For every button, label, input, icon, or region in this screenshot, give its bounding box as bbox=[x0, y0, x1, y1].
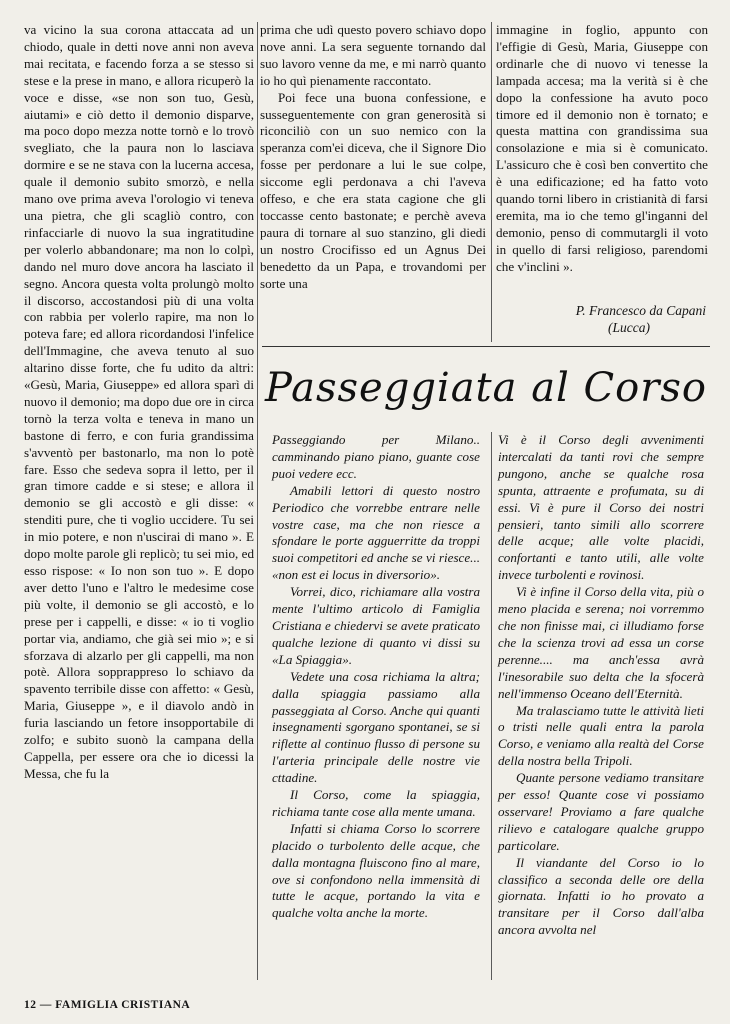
story-column-3 bbox=[496, 22, 708, 276]
author-location: (Lucca) bbox=[608, 320, 650, 335]
paragraph: prima che udì questo povero schiavo dopo nove anni. La sera seguente tornando dal suo lavoro venne da me, e mi narrò quanto io ho quì pienamente raccontato. bbox=[260, 22, 486, 88]
article-column-2 bbox=[498, 432, 704, 939]
column-divider bbox=[257, 22, 258, 980]
paragraph: Vi è infine il Corso della vita, più o meno placida e serena; noi vorremmo che non finisse mai, ci illudiamo forse che la scienza trovi ad essa un corse perenne.... ma anch'essa avrà l'inesorabile suo delta che la sfocerà nell'immenso Oceano dell'Eternità. bbox=[498, 584, 704, 701]
story-column-1 bbox=[24, 22, 254, 783]
paragraph: Amabili lettori di questo nostro Periodico che vorrebbe entrare nelle vostre case, ma che non riesce a sfondare le porte agguerritte da troppi suoi competitori ed anche se vi riesce... «non est ei locus in diversorio». bbox=[272, 482, 480, 583]
paragraph: Ma tralasciamo tutte le attività lieti o tristi nelle quali entra la parola Corso, e veniamo alla realtà del Corse della nostra bella Tripoli. bbox=[498, 702, 704, 769]
column-divider bbox=[491, 432, 492, 980]
column-divider bbox=[491, 22, 492, 342]
article-headline: Passeggiata al Corso bbox=[265, 365, 707, 411]
paragraph: Passeggiando per Milano.. camminando piano piano, guante cose puoi vedere ecc. bbox=[272, 432, 480, 481]
paragraph: Il Corso, come la spiaggia, richiama tante cose alla mente umana. bbox=[272, 787, 480, 819]
paragraph: va vicino la sua corona attaccata ad un chiodo, quale in detti nove anni non aveva mai recitata, e facendo forza a se stesso si stese e la prese in mano, e allora ricuperò la voce e disse, «se non son tuo, Gesù, aiutami» e ciò detto il demonio disparve, ma poco dopo mezza notte tornò e lo trovò svegliato, che la paura non lo lasciava dormire e se ne stava con la lucerna accesa, quale il demonio subito smorzò, e nella mano ove prima aveva l'orologio vi teneva una pietra, che gli scagliò contro, con rinfacciarle di nuovo la sua ingratitudine per volerlo abbandonare; ma non lo colpì, dando nel muro dove ancora ha lasciato il segno. Ancora questa volta prolungò molto il discorso, accostandosi più di una volta con rabbia per volerlo rapire, ma non lo poteva fare; ed allora ricordandosi l'infelice dell'Immagine, che aveva tenuto al suo altarino disse forte, che fu udito da altri: «Gesù, Maria, Giuseppe» ed allora sparì di nuovo il demonio; ma dopo due ore in circa tornò la terza volta e teneva in mano un bastone di ferro, e con furia grandissima s'avventò per bastonarlo, ma non lo potè fare. Esso che sedeva sopra il letto, per il gran timore cadde e si stese; e allora il demonio se gli accostò e gli disse: « stenditi pure, che ti voglio uccidere. Tu sei in mio potere, e non n'uscirai di mano ». E dopo molte parole gli replicò; tu sei mio, ed esso rispose: « Io non son tuo ». E dopo aver detto l'uno e l'altro le medesime cose più volte, il demonio se gli accostò, e lo prese per i cappelli, e disse: « io ti voglio portar via, andiamo, che già sei mio »; e si sforzava di alzarlo per gli cappelli, ma non potè. Allora sopprappreso lo schiavo da spavento terribile disse con affetto: « Gesù, Maria, Giuseppe », e il diavolo andò in furia lasciando un fetore insopportabile di zolfo; e subito suonò la campana della Cappella, per essere ora che io dicessi la Messa, che fu la bbox=[24, 22, 254, 781]
paragraph: Il viandante del Corso io lo classifico a seconda delle ore della giornata. Infatti io ho provato a transitare per il Corso dall'alba ancora avvolta nel bbox=[498, 854, 704, 938]
author-signature: P. Francesco da Capani bbox=[575, 303, 706, 318]
paragraph: Vi è il Corso degli avvenimenti intercalati da tanti rovi che sempre pungono, anche se qualche rosa spunta, attraente e profumata, su di essi. Vi è pure il Corso dei nostri pensieri, tanto simili allo scorrere delle acque; alle volte placidi, confortanti e tanto utili, alle volte invece turbolenti e rovinosi. bbox=[498, 432, 704, 583]
article-column-1 bbox=[272, 432, 480, 922]
paragraph: Infatti si chiama Corso lo scorrere placido o turbolento delle acque, che dalla montagna fluiscono fino al mare, ove si confondono nella immensità di tutte le acque, portando la vita e qualche volta anche la morte. bbox=[272, 820, 480, 921]
paragraph: Vedete una cosa richiama la altra; dalla spiaggia passiamo alla passeggiata al Corso. Anche qui quanti insegnamenti sgorgano spontanei, se si riflette al continuo flusso di persone su l'arteria principale delle nostre vie cttadine. bbox=[272, 668, 480, 786]
paragraph: Poi fece una buona confessione, e susseguentemente con gran generosità si riconciliò con un suo nemico con la speranza com'ei diceva, che il Signore Dio fosse per perdonare a lui le sue colpe, siccome egli perdonava a chi l'aveva offeso, e che era stata cagione che gli toccasse cento bastonate; e perchè aveva paura di tornare al suo stanzino, gli diedi un nostro Crocifisso ed un Agnus Dei benedetto da un Papa, e trovandomi per sorte una bbox=[260, 89, 486, 291]
paragraph: Quante persone vediamo transitare per esso! Quante cose vi possiamo osservare! Proviamo a fare qualche rilievo e catalogare qualche gruppo particolare. bbox=[498, 770, 704, 853]
page-footer: 12 — FAMIGLIA CRISTIANA bbox=[24, 999, 191, 1011]
paragraph: Vorrei, dico, richiamare alla vostra mente l'ultimo articolo di Famiglia Cristiana e chiedervi se avete praticato qualche lezione di quanto vi dissi su «La Spiaggia». bbox=[272, 584, 480, 667]
story-column-2 bbox=[260, 22, 486, 293]
paragraph: immagine in foglio, appunto con l'effigie di Gesù, Maria, Giuseppe con ordinarle che di nuovo vi tenesse la lampada accesa; ma la verità si è che dopo la confessione ha avuto poco timore ed il demonio non è tornato; e questa mattina con grandissima sua consolazione e mia si è comunicato. L'assicuro che è così ben convertito che è una edificazione; ed ha fatto voto quando torni libero in cristianità di farsi eremita, ma io che temo gl'inganni del demonio, penso di commutargli il voto in quello di farsi religioso, parendomi che v'inclini ». bbox=[496, 22, 708, 274]
section-divider bbox=[262, 346, 710, 347]
